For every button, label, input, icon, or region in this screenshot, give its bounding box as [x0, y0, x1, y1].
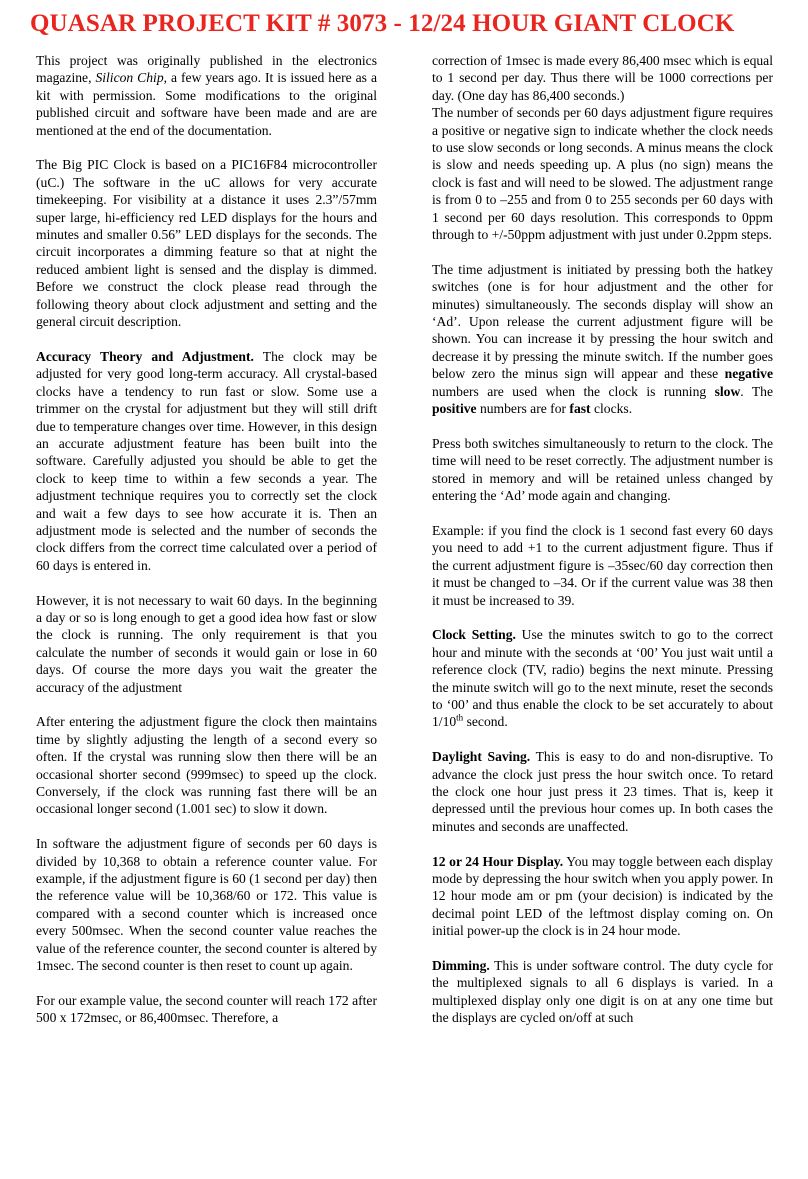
dimming-heading: Dimming. — [432, 958, 490, 974]
sign-paragraph: The number of seconds per 60 days adjustment figure requires a positive or negative sign to indicate whether the clock needs to use slow seconds or long seconds. A minus means the clock is slow and needs speeding up. A plus (no sign) means the clock is fast and will need to be slowed. The adjustment range is from 0 to –255 and from 0 to 255 seconds per 60 days with 1 second per 60 days resolution. This corresponds to 0ppm through to +/-50ppm adjustment with just under 0.2ppm steps. — [432, 105, 773, 243]
accuracy-paragraph-2: However, it is not necessary to wait 60 days. In the beginning a day or so is long enough to get a good idea how fast or slow the clock is running. The only requirement is that you calculate the number of seconds it would gain or lose in 60 days. Of course the more days you wait the greater the accuracy of the adjustment — [36, 592, 377, 695]
correction-paragraph: correction of 1msec is made every 86,400 msec which is equal to 1 second per day. Thus there will be 1000 corrections per day. (One day has 86,400 seconds.) — [432, 53, 773, 103]
clock-setting-heading: Clock Setting. — [432, 627, 516, 643]
left-column — [36, 52, 377, 1027]
accuracy-heading: Accuracy Theory and Adjustment. — [36, 348, 254, 364]
example-paragraph: For our example value, the second counter will reach 172 after 500 x 172msec, or 86,400msec. Therefore, a — [36, 992, 377, 1026]
daylight-saving-section: Daylight Saving. This is easy to do and non-disruptive. To advance the clock just press the hour switch once. To retard the clock one hour just press it 23 times. That is, keep it depressed until the previous hour comes up. In both cases the minutes and seconds are unaffected. — [432, 749, 774, 834]
hour-display-heading: 12 or 24 Hour Display. — [432, 853, 564, 869]
accuracy-paragraph-3: After entering the adjustment figure the clock then maintains time by slightly adjusting the length of a second every so often. If the crystal was running slow then there will be an occasional shorter second (999msec) to speed up the clock. Conversely, if the clock was running fast there will be an occasional longer second (1.001 sec) to slow it down. — [36, 714, 377, 817]
accuracy-section: Accuracy Theory and Adjustment. The clock may be adjusted for very good long-term accuracy. All crystal-based clocks have a tendency to run fast or slow. Some use a trimmer on the crystal for adjustment but they will still drift due to temperature changes over time. However, in this design an accurate adjustment feature has been built into the software. Carefully adjusted you should be able to get the clock to keep time to within a few seconds a year. The adjustment technique requires you to correctly set the clock and wait a few days to see how accurate it is. Then an adjustment mode is selected and the number of seconds the clock differs from the correct time calculated over a period of 60 days is entered in. — [36, 348, 378, 573]
hour-display-section: 12 or 24 Hour Display. You may toggle between each display mode by depressing the hour switch when you apply power. In 12 hour mode am or pm (your decision) is indicated by the decimal point LED of the leftmost display coming on. On initial power-up the clock is in 24 hour mode. — [432, 853, 773, 939]
daylight-saving-heading: Daylight Saving. — [432, 749, 531, 765]
return-paragraph: Press both switches simultaneously to return to the clock. The time will need to be reset correctly. The adjustment number is stored in memory and will be retained unless changed by entering the ‘Ad’ mode again and changing. — [432, 435, 773, 504]
dimming-section: Dimming. This is under software control. The duty cycle for the multiplexed signals to all 6 displays is varied. In a multiplexed display only one digit is on at any one time but the displays are cycled on/off at such — [432, 958, 773, 1026]
intro-paragraph: This project was originally published in the electronics magazine, Silicon Chip, a few years ago. It is issued here as a kit with permission. Some modifications to the original published circuit and software have been made and are are mentioned at the end of the documentation. — [36, 53, 377, 138]
software-paragraph: In software the adjustment figure of seconds per 60 days is divided by 10,368 to obtain a reference counter value. For example, if the adjustment figure is 60 (1 second per day) then the reference value will be 10,368/60 or 172. This value is compared with a second counter which is increased once every 500msec. When the second counter value reaches the value of the reference counter, the second counter is altered by 1msec. The second counter is then reset to count up again. — [36, 836, 377, 974]
right-column — [432, 52, 773, 1027]
clock-setting-section: Clock Setting. Use the minutes switch to go to the correct hour and minute with the seconds at ‘00’ You just wait until a reference clock (TV, radio) begins the next minute. Pressing the minute switch will go to the next minute, reset the seconds to ‘00’ and thus enable the clock to be set accurately to about 1/10th second. — [432, 627, 774, 730]
time-adjustment-paragraph: The time adjustment is initiated by pressing both the hatkey switches (one is for hour adjustment and the other for minutes) simultaneously. The seconds display will show an ‘Ad’. Upon release the current adjustment figure will be shown. You can increase it by pressing the hour switch and decrease it by pressing the minute switch. If the number goes below zero the minus sign will appear and these negative numbers are used when the clock is running slow. The positive numbers are for fast clocks. — [432, 261, 774, 417]
document-title: QUASAR PROJECT KIT # 3073 - 12/24 HOUR GIANT CLOCK — [30, 10, 735, 37]
magazine-name: Silicon Chip — [95, 70, 164, 86]
adjustment-example-paragraph: Example: if you find the clock is 1 second fast every 60 days you need to add +1 to the current adjustment figure. Thus if the current adjustment figure is –35sec/60 day correction then it must be changed to –34. Or if the current value was 38 then it must be increased to 39. — [432, 522, 773, 608]
overview-paragraph: The Big PIC Clock is based on a PIC16F84 microcontroller (uC.) The software in the uC allows for very accurate timekeeping. For visibility at a distance it uses 2.3”/57mm super large, hi-efficiency red LED displays for the hours and minutes and smaller 0.56” LED displays for the seconds. The circuit incorporates a dimming feature so that at night the reduced ambient light is sensed and the display is dimmed. Before we construct the clock please read through the following theory about clock adjustment and setting and the general circuit description. — [36, 157, 377, 330]
